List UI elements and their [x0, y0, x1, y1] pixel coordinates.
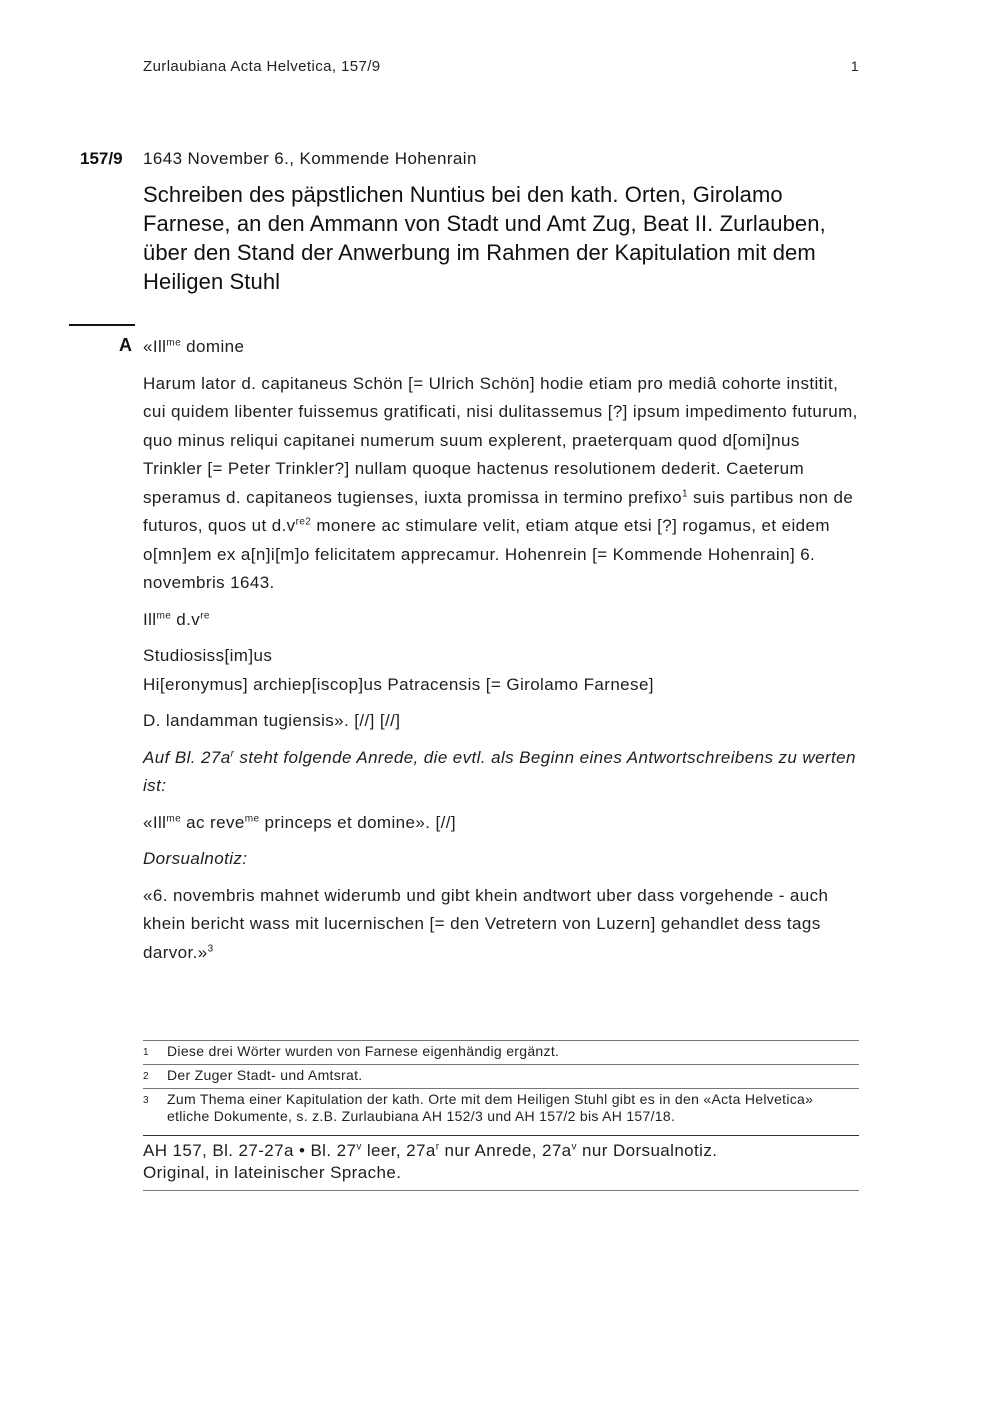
signature-line-2: Hi[eronymus] archiep[iscop]us Patracensis [= Girolamo Farnese] — [143, 674, 654, 694]
document-title: Schreiben des päpstlichen Nuntius bei den kath. Orten, Girolamo Farnese, an den Ammann von Stadt und Amt Zug, Beat II. Zurlauben, über den Stand der Anwerbung im Rahmen der Kapitulation mit dem Heiligen Stuhl — [143, 182, 826, 294]
source-line-1: AH 157, Bl. 27-27a • Bl. 27$^v$ leer, $27a^r$ nur Anrede, $27a^v$ nur Dorsualnotiz. — [143, 1141, 718, 1160]
section-divider — [69, 324, 135, 326]
footnote — [143, 1088, 859, 1128]
footnote-mark: 2 — [143, 1071, 149, 1082]
running-title: Zurlaubiana Acta Helvetica, 157/9 — [143, 58, 381, 75]
footnote-mark: 1 — [143, 1047, 149, 1058]
footnote-mark: 3 — [143, 1095, 149, 1106]
dorsal-label: Dorsualnotiz: — [143, 849, 248, 868]
footnote-ref-2[interactable]: re2 — [295, 516, 312, 528]
footnotes — [143, 1040, 859, 1128]
letter-body — [143, 333, 859, 975]
source-line-2: Original, in lateinischer Sprache. — [143, 1163, 402, 1182]
dorsal-note: «6. novembris mahnet widerumb und gibt khein andtwort uber dass vorgehende - auch khein bericht wass mit lucernischen [= den Vetretern von Luzern] gehandlet dess tags darvor.»$^3$ — [143, 885, 829, 962]
document-number: 157/9 — [80, 149, 123, 168]
closing-formula: Ill$^{me}$ $d.v^{re}$ — [143, 609, 210, 629]
editorial-note: Auf Bl. $27a^r$ steht folgende Anrede, die evtl. als Beginn eines Antwortschreibens zu werten ist: — [143, 747, 856, 795]
running-head — [143, 58, 859, 75]
footnote-ref-3[interactable]: 3 — [207, 942, 214, 954]
source-description — [143, 1135, 859, 1191]
page-number: 1 — [850, 58, 859, 74]
salutation: «Ill$^{me}$ domine — [143, 337, 245, 356]
footnote-text: Zum Thema einer Kapitulation der kath. Orte mit dem Heiligen Stuhl gibt es in den «Acta Helvetica» etliche Dokumente, s. z.B. Zurlaubiana AH 152/3 und AH 157/2 bis AH 157/18. — [167, 1091, 814, 1124]
document-date-place: 1643 November 6., Kommende Hohenrain — [143, 149, 477, 168]
footnote-text: Diese drei Wörter wurden von Farnese eigenhändig ergänzt. — [167, 1043, 560, 1059]
footnote — [143, 1040, 859, 1064]
footnote-text: Der Zuger Stadt- und Amtsrat. — [167, 1067, 363, 1083]
footnote — [143, 1064, 859, 1088]
section-letter: A — [119, 335, 132, 355]
footnote-ref-1[interactable]: 1 — [681, 487, 688, 499]
signature-line-1: Studiosiss[im]us — [143, 646, 273, 665]
reply-salutation: «Ill$^{me}$ ac reve$^{me}$ princeps et domine». [//] — [143, 812, 456, 832]
address-line: D. landamman tugiensis». [//] [//] — [143, 711, 401, 730]
letter-main-paragraph: Harum lator d. capitaneus Schön [= Ulrich Schön] hodie etiam pro mediâ cohorte institit, cui quidem libenter fuissemus gratificati, nisi dulitassemus [?] ipsum impedimento futurum, quo minus reliqui capitanei numerum suum explerent, praeterquam quod d[omi]nus Trinkler [= Peter Trinkler?] nullam quoque hactenus resolutionem dederit. Caeterum speramus d. capitaneos tugienses, iuxta promissa in termino prefixo$^1$ suis partibus non de futuros, quos ut $d.v^{re2}$ monere ac stimulare velit, etiam atque etsi [?] rogamus, et eidem o[mn]em ex a[n]i[m]o felicitatem apprecamur. Hohenrein [= Kommende Hohenrain] 6. novembris 1643. — [143, 373, 858, 592]
